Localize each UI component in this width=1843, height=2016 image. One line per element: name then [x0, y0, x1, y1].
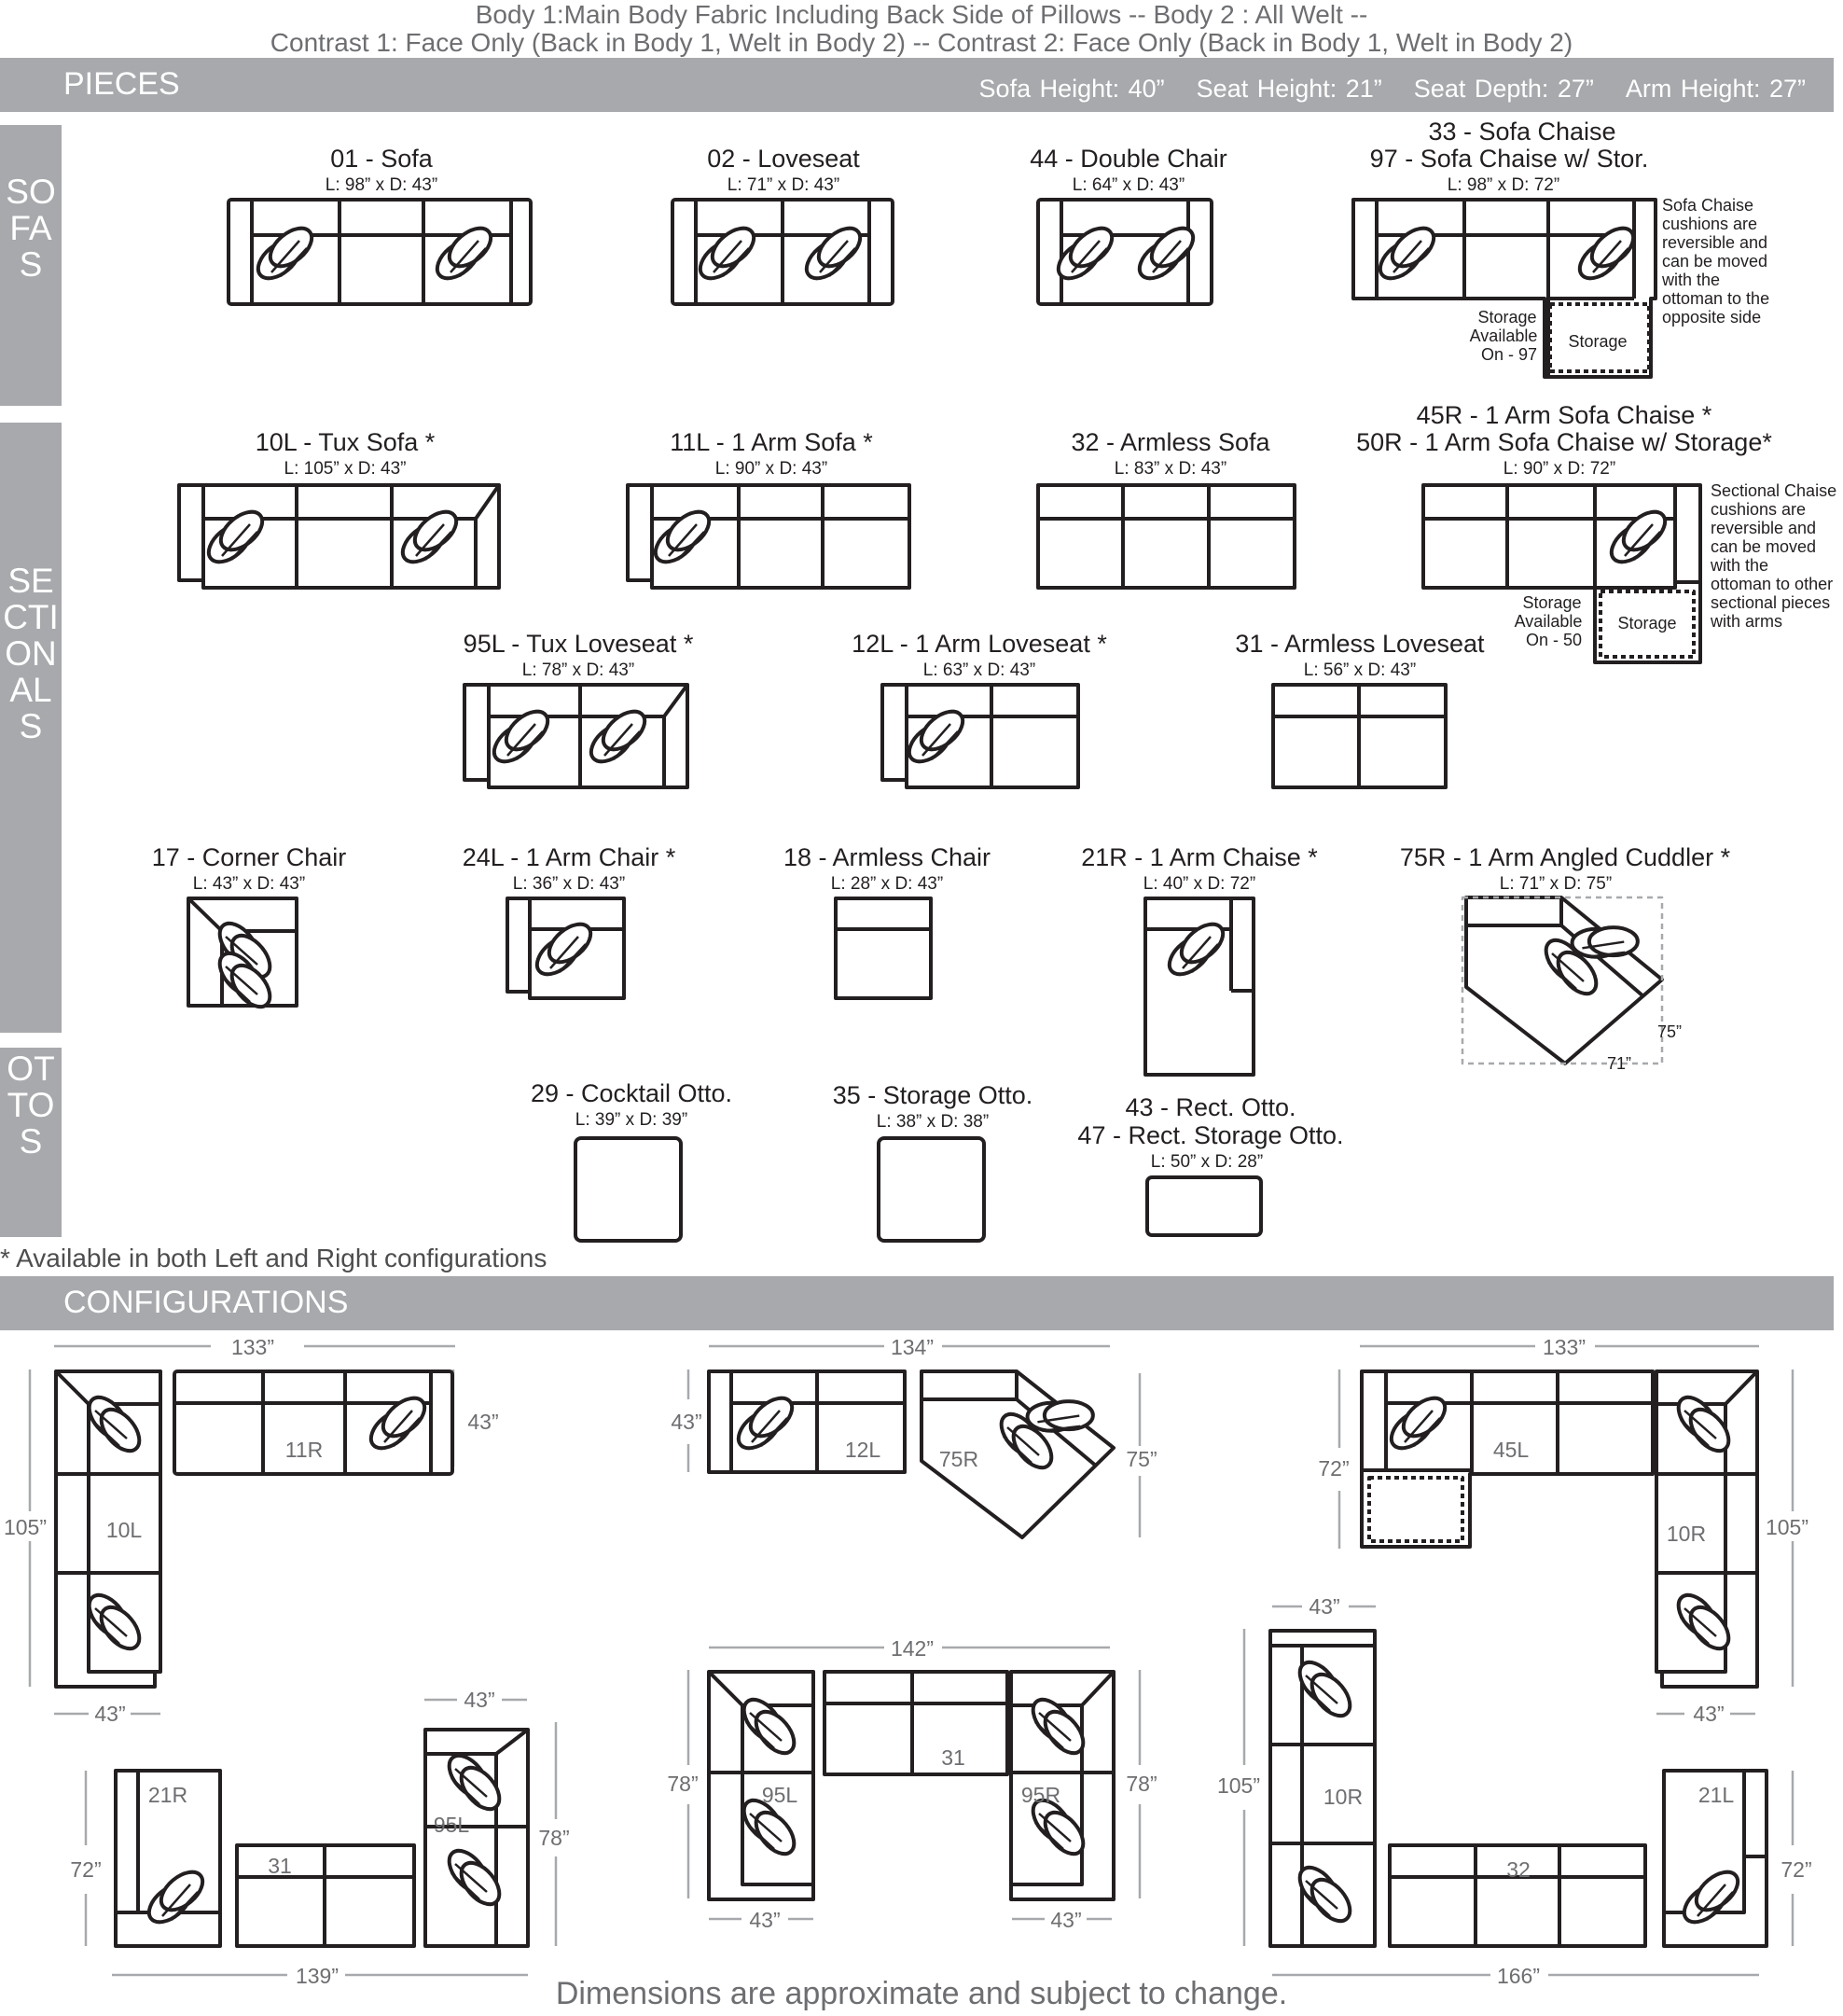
- config-piece-label: 10R: [1666, 1522, 1707, 1546]
- piece-dim: L: 90” x D: 72”: [1503, 459, 1616, 479]
- seat-depth: Seat Depth: 27”: [1413, 75, 1594, 103]
- piece-dim: L: 71” x D: 43”: [727, 175, 840, 195]
- config-dim: 43”: [94, 1702, 126, 1726]
- config-dim: 43”: [1693, 1702, 1725, 1726]
- config-piece-label: 31: [941, 1745, 965, 1770]
- sectional-chaise-note: sectional pieces: [1711, 593, 1831, 612]
- piece-dim: L: 78” x D: 43”: [521, 660, 635, 680]
- tux-loveseat-95L: [464, 685, 687, 787]
- config-piece-label: 10R: [1323, 1785, 1364, 1809]
- piece-title: 11L - 1 Arm Sofa *: [670, 428, 873, 456]
- piece-title: 21R - 1 Arm Chaise *: [1081, 843, 1318, 871]
- storage-label: Storage: [1617, 614, 1677, 633]
- sofa-chaise-note: reversible and: [1662, 233, 1768, 252]
- footer-disclaimer: Dimensions are approximate and subject to change.: [555, 1976, 1288, 2011]
- piece-title: 33 - Sofa Chaise: [1428, 118, 1616, 146]
- config-dim: 43”: [1309, 1594, 1340, 1619]
- config-dim: 134”: [890, 1335, 935, 1359]
- config-dim: 105”: [3, 1515, 48, 1539]
- storage-50-note: Storage: [1522, 593, 1582, 612]
- config-dim: 72”: [1318, 1456, 1350, 1481]
- piece-title: 32 - Armless Sofa: [1071, 428, 1270, 456]
- config-piece-label: 21R: [147, 1783, 188, 1807]
- storage-label: Storage: [1568, 332, 1628, 351]
- config-piece-label: 75R: [938, 1447, 979, 1471]
- sectional-chaise-note: Sectional Chaise: [1711, 481, 1837, 500]
- piece-dim: L: 83” x D: 43”: [1114, 459, 1227, 479]
- config-dim: 78”: [538, 1826, 570, 1850]
- one-arm-chair-24L: [507, 898, 624, 998]
- sectional-chaise-note: cushions are: [1711, 500, 1807, 519]
- side-label-ottos: OTTOS: [7, 1050, 55, 1161]
- one-arm-sofa-11L: [628, 485, 909, 588]
- arm-height: Arm Height: 27”: [1625, 75, 1806, 103]
- config-dim: 105”: [1216, 1773, 1261, 1798]
- piece-title: 31 - Armless Loveseat: [1235, 630, 1485, 658]
- piece-dim: L: 38” x D: 38”: [876, 1112, 990, 1132]
- double-chair-44: [1038, 200, 1212, 304]
- angled-cuddler-75R: [1462, 896, 1662, 1064]
- sofa-height: Sofa Height: 40”: [978, 75, 1165, 103]
- config-piece-label: 32: [1506, 1857, 1531, 1882]
- armless-loveseat-31: [1273, 685, 1446, 787]
- config-dim: 72”: [1781, 1857, 1812, 1882]
- config-piece-label: 95L: [761, 1783, 798, 1807]
- configurations-title: CONFIGURATIONS: [63, 1285, 349, 1320]
- side-label-sofas: SOFAS: [6, 173, 56, 284]
- piece-dim: L: 98” x D: 43”: [325, 175, 438, 195]
- cocktail-ottoman-29: [575, 1138, 681, 1241]
- sectional-chaise-note: with arms: [1711, 612, 1783, 631]
- config-dim: 43”: [749, 1908, 781, 1932]
- piece-dim: L: 50” x D: 28”: [1150, 1152, 1264, 1172]
- one-arm-loveseat-12L: [882, 685, 1078, 787]
- config-dim: 75”: [1126, 1447, 1157, 1471]
- config-dim: 166”: [1496, 1964, 1541, 1988]
- side-label-sectionals: SECTIONALS: [3, 562, 59, 745]
- sofa-chaise-note: with the: [1662, 271, 1721, 289]
- availability-note: * Available in both Left and Right configurations: [0, 1244, 547, 1272]
- sofa-chaise-note: opposite side: [1662, 308, 1762, 327]
- config-dim: 78”: [667, 1772, 699, 1796]
- rect-ottoman-43: [1147, 1177, 1261, 1235]
- piece-title-2: 47 - Rect. Storage Otto.: [1077, 1121, 1344, 1149]
- cuddler-depth: 75”: [1656, 1022, 1683, 1041]
- sofa-chaise-note: cushions are: [1662, 215, 1758, 233]
- config-dim: 142”: [890, 1636, 935, 1661]
- tux-sofa-10L: [179, 485, 499, 588]
- piece-dim: L: 36” x D: 43”: [512, 874, 626, 894]
- sectional-chaise-note: with the: [1711, 556, 1769, 575]
- config-dim: 72”: [70, 1857, 102, 1882]
- config-dim: 139”: [295, 1964, 340, 1988]
- sectional-chaise-note: reversible and: [1711, 519, 1817, 537]
- piece-dim: L: 90” x D: 43”: [714, 459, 828, 479]
- config-dim: 43”: [464, 1688, 495, 1712]
- config-piece-label: 95R: [1020, 1783, 1061, 1807]
- storage-ottoman-35: [879, 1138, 984, 1241]
- sectional-chaise-note: ottoman to other: [1711, 575, 1834, 593]
- armless-chair-18: [836, 898, 931, 998]
- piece-dim: L: 64” x D: 43”: [1072, 175, 1185, 195]
- piece-title: 45R - 1 Arm Sofa Chaise *: [1416, 401, 1712, 429]
- piece-dim: L: 71” x D: 75”: [1499, 874, 1613, 894]
- piece-dim: L: 63” x D: 43”: [922, 660, 1036, 680]
- config-dim: 43”: [1050, 1908, 1082, 1932]
- piece-dim: L: 56” x D: 43”: [1303, 660, 1417, 680]
- config-piece-label: 31: [268, 1854, 292, 1878]
- piece-title: 18 - Armless Chair: [783, 843, 991, 871]
- config-dim: 43”: [467, 1410, 499, 1434]
- loveseat-02: [672, 200, 893, 304]
- config-piece-label: 11R: [284, 1438, 324, 1462]
- seat-height: Seat Height: 21”: [1196, 75, 1382, 103]
- pieces-title: PIECES: [63, 66, 180, 102]
- piece-title-2: 97 - Sofa Chaise w/ Stor.: [1369, 145, 1649, 173]
- storage-97-note: On - 97: [1480, 345, 1538, 364]
- config-4: [116, 1730, 528, 1946]
- piece-dim: L: 28” x D: 43”: [830, 874, 944, 894]
- config-dim: 133”: [230, 1335, 275, 1359]
- armless-sofa-32: [1038, 485, 1295, 588]
- header-line-2: Contrast 1: Face Only (Back in Body 1, Welt in Body 2) -- Contrast 2: Face Only (Back in Body 1, Welt in Body 2): [270, 28, 1573, 57]
- config-piece-label: 45L: [1492, 1438, 1530, 1462]
- storage-50-note: Available: [1514, 612, 1583, 631]
- piece-title: 95L - Tux Loveseat *: [463, 630, 694, 658]
- one-arm-chaise-21R: [1145, 898, 1254, 1075]
- config-dim: 78”: [1126, 1772, 1157, 1796]
- piece-title: 01 - Sofa: [330, 145, 433, 173]
- sectional-chaise-note: can be moved: [1711, 537, 1817, 556]
- piece-dim: L: 43” x D: 43”: [192, 874, 306, 894]
- header-line-1: Body 1:Main Body Fabric Including Back Side of Pillows -- Body 2 : All Welt --: [475, 0, 1368, 29]
- piece-title: 02 - Loveseat: [707, 145, 860, 173]
- piece-title: 29 - Cocktail Otto.: [530, 1079, 733, 1107]
- storage-97-note: Available: [1469, 327, 1538, 345]
- config-dim: 43”: [671, 1410, 702, 1434]
- config-piece-label: 10L: [105, 1518, 143, 1542]
- config-piece-label: 95L: [433, 1813, 470, 1837]
- piece-title: 75R - 1 Arm Angled Cuddler *: [1399, 843, 1731, 871]
- piece-dim: L: 40” x D: 72”: [1143, 874, 1256, 894]
- sofa-chaise-note: ottoman to the: [1662, 289, 1770, 308]
- config-piece-label: 21L: [1698, 1783, 1735, 1807]
- storage-50-note: On - 50: [1525, 631, 1583, 649]
- piece-title: 35 - Storage Otto.: [832, 1081, 1033, 1109]
- piece-title: 10L - Tux Sofa *: [255, 428, 436, 456]
- cuddler-length: 71”: [1606, 1054, 1632, 1073]
- storage-97-note: Storage: [1477, 308, 1537, 327]
- piece-title: 24L - 1 Arm Chair *: [462, 843, 676, 871]
- piece-title: 43 - Rect. Otto.: [1125, 1093, 1296, 1121]
- piece-title-2: 50R - 1 Arm Sofa Chaise w/ Storage*: [1356, 428, 1772, 456]
- config-dim: 105”: [1765, 1515, 1809, 1539]
- config-piece-label: 12L: [844, 1438, 881, 1462]
- piece-title: 12L - 1 Arm Loveseat *: [852, 630, 1107, 658]
- piece-dim: L: 105” x D: 43”: [284, 459, 407, 479]
- piece-title: 44 - Double Chair: [1030, 145, 1227, 173]
- sofa-chaise-note: can be moved: [1662, 252, 1768, 271]
- config-2: [709, 1369, 1114, 1537]
- piece-dim: L: 98” x D: 72”: [1447, 175, 1560, 195]
- config-dim: 133”: [1542, 1335, 1587, 1359]
- sofa-chaise-note: Sofa Chaise: [1662, 196, 1754, 215]
- sofa-01: [229, 200, 531, 304]
- piece-dim: L: 39” x D: 39”: [575, 1110, 688, 1130]
- corner-chair-17: [188, 898, 297, 1014]
- piece-title: 17 - Corner Chair: [151, 843, 347, 871]
